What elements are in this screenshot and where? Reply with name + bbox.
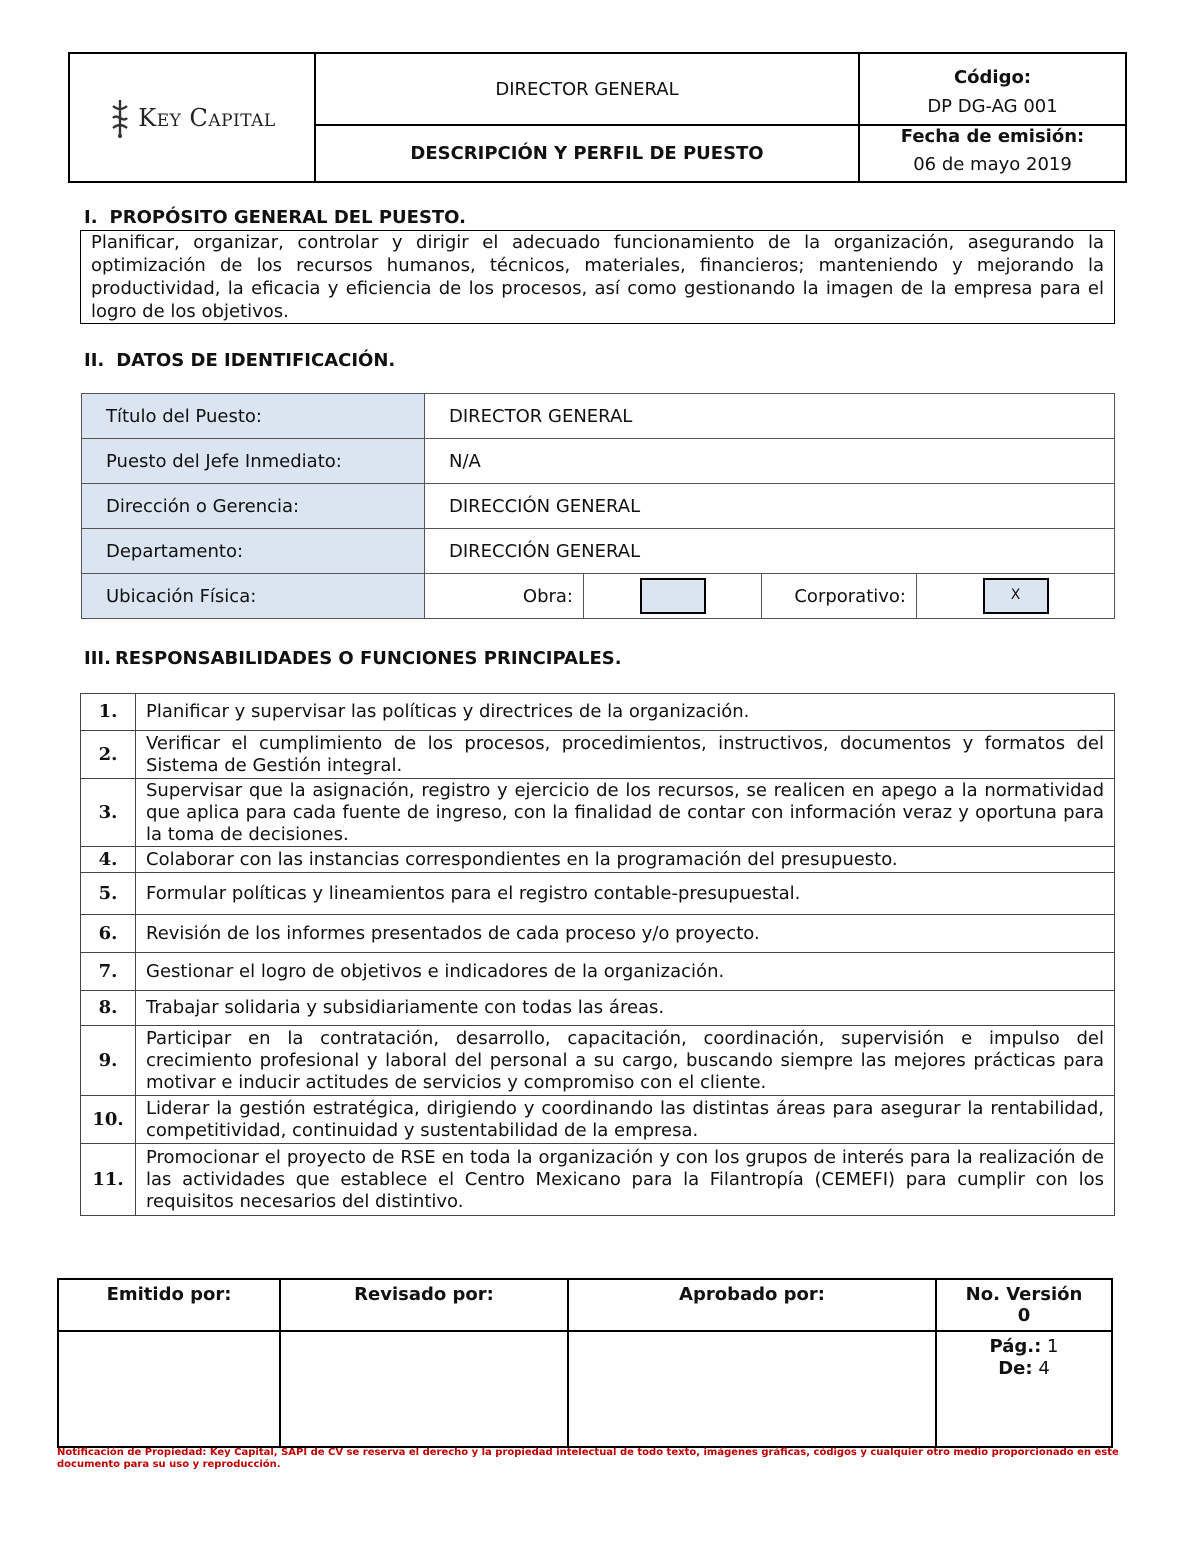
pag-value: 1 [1047,1336,1059,1357]
logo-text: Key Capital [138,103,276,132]
table-row [81,847,1115,873]
section-3-heading [84,648,622,669]
company-logo [70,54,316,181]
item-number: 8. [81,991,136,1026]
section-1-heading [84,207,466,228]
id-value: N/A [425,439,1115,484]
emitido-label: Emitido por: [58,1279,280,1331]
aprobado-signature[interactable] [568,1331,936,1447]
item-text: Revisión de los informes presentados de cada proceso y/o proyecto. [136,915,1115,953]
item-text: Supervisar que la asignación, registro y ejercicio de los recursos, se realicen en apego a la normatividad que aplica para cada fuente de ingreso, con la finalidad de contar con información veraz y oportuna para la toma de decisiones. [136,779,1115,847]
purpose-text: Planificar, organizar, controlar y dirigir el adecuado funcionamiento de la organización, asegurando la optimización de los recursos humanos, técnicos, materiales, financieros; manteniendo y mejorando la productividad, la eficacia y eficiencia de los procesos, así como gestionando la imagen de la empresa para el logro de los objetivos. [91,232,1104,322]
id-value: DIRECCIÓN GENERAL [425,529,1115,574]
corporativo-cell [917,574,1115,619]
table-row [81,873,1115,915]
approval-header-row [58,1279,1112,1331]
table-row [81,731,1115,779]
item-number: 1. [81,694,136,731]
item-text: Promocionar el proyecto de RSE en toda la organización y con los grupos de interés para la realización de las actividades que establece el Centro Mexicano para la Filantropía (CEMEFI) para cumplir con los requisitos necesarios del distintivo. [136,1144,1115,1216]
item-number: 6. [81,915,136,953]
id-value: DIRECTOR GENERAL [425,394,1115,439]
section-2-number: II. [84,350,105,371]
corporativo-label: Corporativo: [762,574,917,619]
id-row [82,484,1115,529]
obra-label: Obra: [425,574,584,619]
item-number: 11. [81,1144,136,1216]
id-label: Departamento: [82,529,425,574]
table-row [81,1026,1115,1096]
approval-signature-row [58,1331,1112,1447]
item-number: 7. [81,953,136,991]
item-number: 2. [81,731,136,779]
item-text: Participar en la contratación, desarrollo, capacitación, coordinación, supervisión e impulso del crecimiento profesional y laboral del personal a su cargo, buscando siempre las mejores prácticas para motivar e inducir actitudes de servicios y compromiso con el cliente. [136,1026,1115,1096]
property-notice: Notificación de Propiedad: Key Capital, SAPI de CV se reserva el derecho y la propiedad intelectual de todo texto, imágenes gráficas, códigos y cualquier otro medio proporcionado en este documento para su uso y reproducción. [57,1447,1119,1470]
id-row [82,439,1115,484]
table-row [81,953,1115,991]
table-row [81,991,1115,1026]
item-number: 3. [81,779,136,847]
item-text: Planificar y supervisar las políticas y directrices de la organización. [136,694,1115,731]
id-row [82,394,1115,439]
version-label: No. Versión [965,1284,1083,1305]
section-2-heading [84,350,395,371]
table-row [81,1144,1115,1216]
item-text: Colaborar con las instancias correspondientes en la programación del presupuesto. [136,847,1115,873]
id-label: Título del Puesto: [82,394,425,439]
corporativo-checkbox[interactable]: X [983,578,1049,614]
document-title: DIRECTOR GENERAL [316,54,860,126]
section-1-title: PROPÓSITO GENERAL DEL PUESTO. [109,207,466,228]
version-value: 0 [1017,1305,1031,1326]
section-3-title: RESPONSABILIDADES O FUNCIONES PRINCIPALES. [114,648,622,669]
de-value: 4 [1038,1358,1050,1379]
obra-checkbox[interactable] [640,578,706,614]
ubicacion-row [82,574,1115,619]
codigo-value: DP DG-AG 001 [927,96,1058,117]
document-header [68,52,1127,183]
item-text: Formular políticas y lineamientos para el registro contable-presupuestal. [136,873,1115,915]
purpose-box [80,230,1115,324]
page-info [936,1331,1112,1447]
pag-label: Pág.: [989,1336,1042,1357]
codigo-cell [860,54,1125,126]
table-row [81,694,1115,731]
id-value: DIRECCIÓN GENERAL [425,484,1115,529]
version-cell [936,1279,1112,1331]
de-label: De: [998,1358,1033,1379]
emitido-signature[interactable] [58,1331,280,1447]
revisado-signature[interactable] [280,1331,568,1447]
item-text: Gestionar el logro de objetivos e indicadores de la organización. [136,953,1115,991]
item-number: 10. [81,1096,136,1144]
section-1-number: I. [84,207,98,228]
item-text: Liderar la gestión estratégica, dirigiendo y coordinando las distintas áreas para asegurar la rentabilidad, competitividad, continuidad y sustentabilidad de la empresa. [136,1096,1115,1144]
codigo-label: Código: [953,67,1032,88]
item-number: 4. [81,847,136,873]
fecha-value: 06 de mayo 2019 [913,154,1072,175]
fecha-cell [860,126,1125,181]
id-label: Puesto del Jefe Inmediato: [82,439,425,484]
item-text: Verificar el cumplimiento de los procesos, procedimientos, instructivos, documentos y formatos del Sistema de Gestión integral. [136,731,1115,779]
revisado-label: Revisado por: [280,1279,568,1331]
section-3-number: III. [84,648,111,669]
section-2-title: DATOS DE IDENTIFICACIÓN. [116,350,396,371]
identification-table [81,393,1115,619]
table-row [81,915,1115,953]
item-number: 5. [81,873,136,915]
id-label: Dirección o Gerencia: [82,484,425,529]
document-subtitle: DESCRIPCIÓN Y PERFIL DE PUESTO [316,126,860,181]
aprobado-label: Aprobado por: [568,1279,936,1331]
id-row [82,529,1115,574]
obra-cell [584,574,762,619]
item-number: 9. [81,1026,136,1096]
responsibilities-table [80,693,1115,1216]
ubicacion-label: Ubicación Física: [82,574,425,619]
table-row [81,1096,1115,1144]
item-text: Trabajar solidaria y subsidiariamente con todas las áreas. [136,991,1115,1026]
table-row [81,779,1115,847]
approval-table [57,1278,1113,1448]
logo-emblem-icon [108,98,132,138]
fecha-label: Fecha de emisión: [900,126,1085,147]
